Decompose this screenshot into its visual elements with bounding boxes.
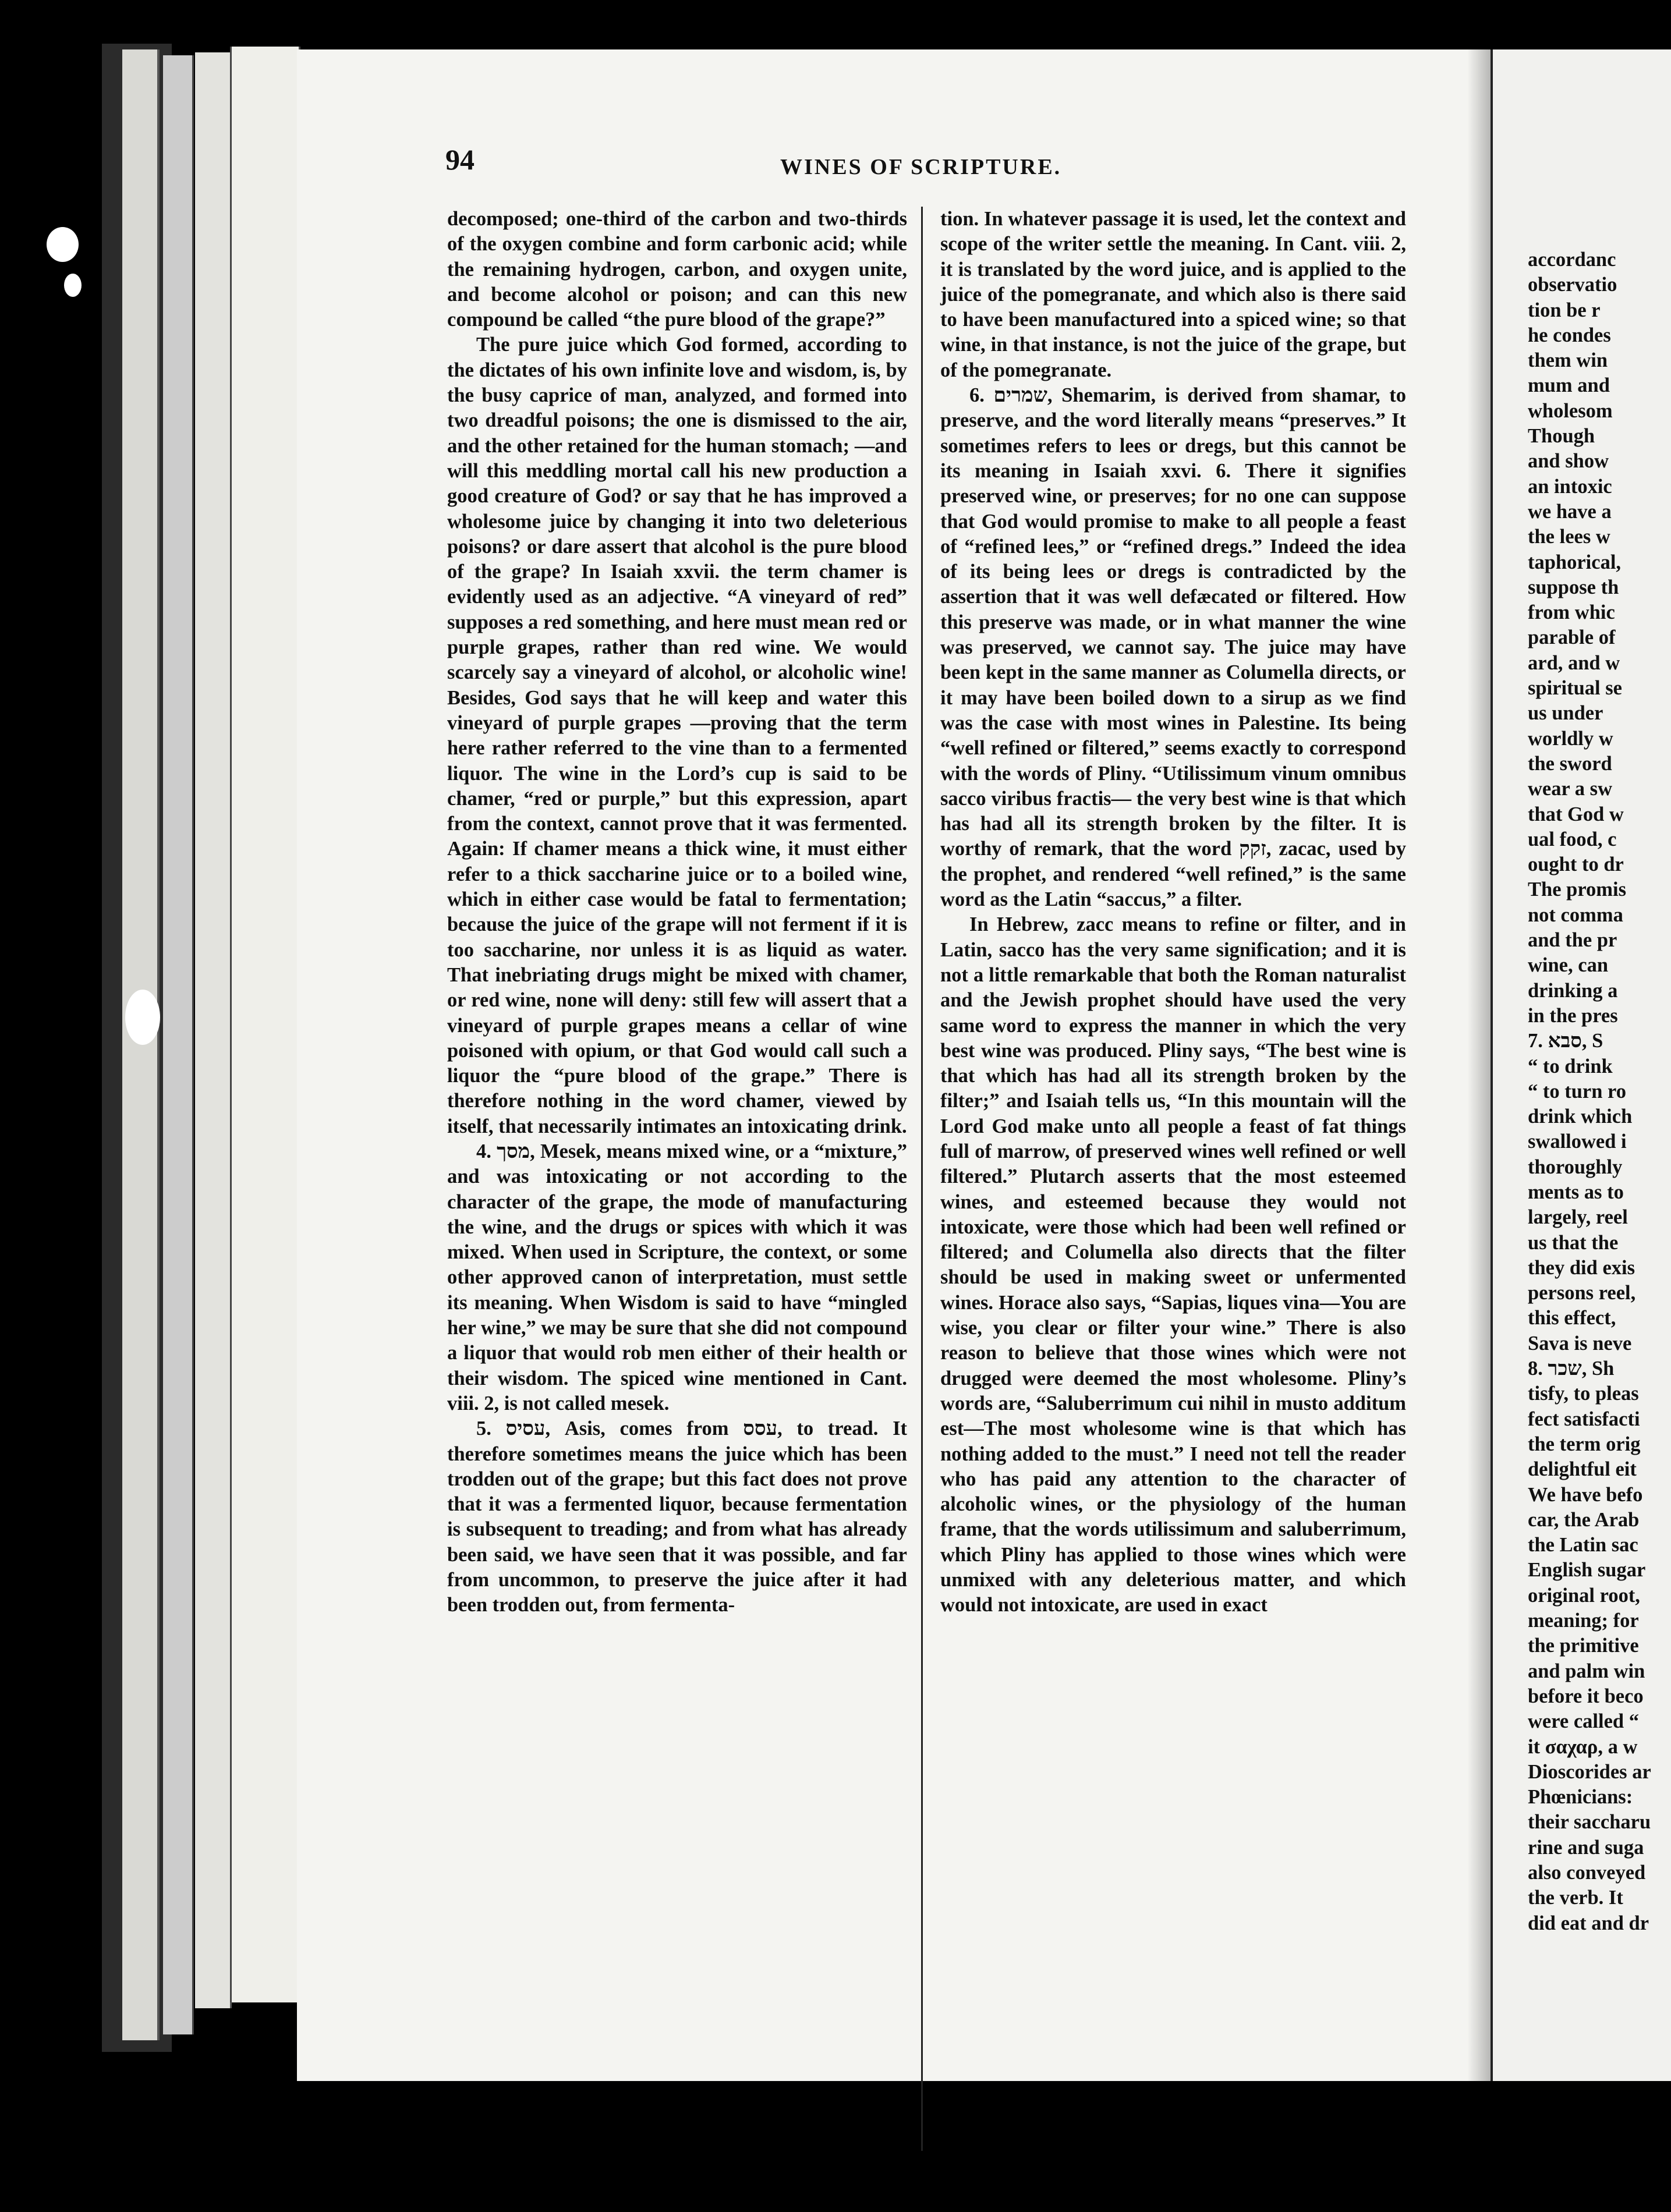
- paragraph-mesek: 4. מסך, Mesek, means mixed wine, or a “mixture,” and was intoxicating or not according to the character of the grape, the mode of manufacturing the wine, and the drugs or spices with which it was mixed. When used in Scripture, the context, or some other approved canon of interpretation, must settle its meaning. When Wisdom is said to have “mingled her wine,” we may be sure that she did not compound a liquor that would rob men either of their health or their wisdom. The spiced wine mentioned in Cant. viii. 2, is not called mesek.: [447, 1140, 907, 1415]
- facing-page-line: suppose th: [1528, 576, 1619, 598]
- facing-page-line: fect satisfacti: [1528, 1408, 1640, 1430]
- facing-page-line: the sword: [1528, 752, 1612, 775]
- facing-page-line: thoroughly: [1528, 1155, 1623, 1178]
- facing-page-line: this effect,: [1528, 1307, 1616, 1330]
- facing-page-line: the lees w: [1528, 526, 1610, 548]
- facing-page-line: observatio: [1528, 274, 1617, 296]
- scan-blemish: [47, 227, 79, 262]
- paragraph-asis: 5. עסיס, Asis, comes from עסס, to tread. It therefore sometimes means the juice which has been trodden out of the grape; but this fact does not prove that it was a fermented liquor, because fermentation is subsequent to treading; and from what has already been said, we have seen that it was possible, and far from uncommon, to preserve the juice after it had been trodden out, from fermenta-: [447, 1417, 907, 1617]
- facing-page-line: accordanc: [1528, 249, 1616, 271]
- facing-page-line: Sava is neve: [1528, 1332, 1632, 1355]
- facing-page-line: persons reel,: [1528, 1282, 1636, 1304]
- facing-page-line: Phœnicians:: [1528, 1786, 1633, 1809]
- paragraph: The pure juice which God formed, according to the dictates of his own infinite love and wisdom, is, by the busy caprice of man, analyzed, and formed into two dreadful poisons; the one is dismissed to the air, and the other retained for the human stomach; —and will this meddling mortal call his new production a good creature of God? or say that he has improved a wholesome juice by changing it into two deleterious poisons? or dare assert that alcohol is the pure blood of the grape? In Isaiah xxvii. the term chamer is evidently used as an adjective. “A vineyard of red” supposes a red something, and here must mean red or purple grapes, rather than red wine. We would scarcely say a vineyard of alcohol, or alcoholic wine! Besides, God says that he will keep and water this vineyard of purple grapes —proving that the term here rather referred to the vine than to a fermented liquor. The wine in the Lord’s cup is said to be chamer, “red or purple,” but this expression, apart from the context, cannot prove that it was fermented. Again: If chamer means a thick wine, it must either refer to a thick saccharine juice or to a boiled wine, which in either case would be fatal to fermentation; because the juice of the grape will not ferment if it is too saccharine, nor unless it is as liquid as water. That inebriating drugs might be mixed with chamer, or red wine, none will deny: still few will assert that a vineyard of purple grapes means a cellar of wine poisoned with opium, or that God would call such a liquor the “pure blood of the grape.” There is therefore nothing in the word chamer, viewed by itself, that necessarily intimates an intoxicating drink.: [447, 334, 907, 1137]
- facing-page-line: largely, reel: [1528, 1206, 1628, 1229]
- facing-page-line: delightful eit: [1528, 1458, 1637, 1481]
- facing-page-line: it σαχαρ, a w: [1528, 1735, 1638, 1758]
- facing-page-line: Though: [1528, 425, 1595, 448]
- facing-page-line: We have befo: [1528, 1483, 1643, 1506]
- facing-page-line: they did exis: [1528, 1256, 1635, 1279]
- facing-page-line: wear a sw: [1528, 778, 1613, 800]
- facing-page-line: were called “: [1528, 1710, 1639, 1733]
- facing-page-line: the Latin sac: [1528, 1534, 1638, 1557]
- facing-page-line: wine, can: [1528, 954, 1608, 977]
- scan-blemish: [64, 274, 82, 297]
- facing-page-line: them win: [1528, 349, 1608, 372]
- facing-page-line: the primitive: [1528, 1635, 1639, 1657]
- facing-page-line: car, the Arab: [1528, 1508, 1640, 1531]
- facing-page: [1491, 49, 1671, 2081]
- page-stack-edge: [195, 52, 232, 2008]
- facing-page-line: us that the: [1528, 1231, 1619, 1254]
- gutter-shadow: [1467, 49, 1491, 2081]
- page-stack-edge: [230, 47, 300, 2002]
- paragraph: In Hebrew, zacc means to refine or filter, and in Latin, sacco has the very same signification; and it is not a little remarkable that both the Roman naturalist and the Jewish prophet should have used the very same word to express the manner in which the very best wine was produced. Pliny says, “The best wine is that which has had all its strength broken by the filter;” and Isaiah tells us, “In this mountain will the Lord God make unto all people a feast of fat things full of marrow, of preserved wines well refined or well filtered.” Plutarch asserts that the most esteemed wines, and esteemed because they would not intoxicate, were those which had been well refined or filtered; and Columella also directs that the filter should be used in making sweet or unfermented wines. Horace also says, “Sapias, liques vina—You are wise, you clear or filter your wine.” There is also reason to believe that those wines which were not drugged were deemed the most wholesome. Pliny’s words are, “Saluberrimum cui nihil in musto additum est—The most wholesome wine is that which has nothing added to the must.” I need not tell the reader who has paid any attention to the character of alcoholic wines, or the physiology of the human frame, that the words utilissimum and saluberrimum, which Pliny has applied to those wines which were unmixed with any deleterious matter, and which would not intoxicate, are used in exact: [940, 913, 1406, 1617]
- paragraph: decomposed; one-third of the carbon and two-thirds of the oxygen combine and form carbonic acid; while the remaining hydrogen, carbon, and oxygen unite, and become alcohol or poison; and can this new compound be called “the pure blood of the grape?”: [447, 208, 907, 331]
- facing-page-line: Dioscorides ar: [1528, 1760, 1651, 1783]
- facing-page-line: original root,: [1528, 1584, 1640, 1607]
- facing-page-line: “ to turn ro: [1528, 1080, 1626, 1103]
- paragraph-shemarim: 6. שמרים, Shemarim, is derived from shamar, to preserve, and the word literally means “preserves.” It sometimes refers to lees or dregs, but this cannot be its meaning in Isaiah xxvi. 6. There it signifies preserved wine, or preserves; for no one can suppose that God would promise to make to all people a feast of “refined lees,” or “refined dregs.” Indeed the idea of its being lees or dregs is contradicted by the assertion that it was well defæcated or filtered. How this preserve was made, or in what manner the wine was preserved, we cannot say. The juice may have been kept in the same manner as Columella directs, or it may have been boiled down to a sirup as we find was the case with most wines in Palestine. Its being “well refined or filtered,” seems exactly to correspond with the words of Pliny. “Utilissimum vinum omnibus sacco viribus fractis— the very best wine is that which has had all its strength broken by the filter. It is worthy of remark, that the word זקק, zacac, used by the prophet, and rendered “well refined,” is the same word as the Latin “saccus,” a filter.: [940, 384, 1406, 911]
- paragraph: tion. In whatever passage it is used, let the context and scope of the writer settle the meaning. In Cant. viii. 2, it is translated by the word juice, and is applied to the juice of the pomegranate, and which also is there said to have been manufactured into a spiced wine; so that wine, in that instance, is not the juice of the grape, but of the pomegranate.: [940, 208, 1406, 381]
- book-page: [297, 49, 1491, 2081]
- page-stack-edge: [122, 49, 160, 2040]
- facing-page-line: worldly w: [1528, 727, 1613, 750]
- facing-page-line: tion be r: [1528, 299, 1601, 321]
- facing-page-line: ments as to: [1528, 1181, 1624, 1203]
- facing-page-line: ought to dr: [1528, 853, 1624, 876]
- running-title: WINES OF SCRIPTURE.: [780, 155, 1062, 179]
- facing-page-line: swallowed i: [1528, 1130, 1627, 1153]
- facing-page-line: he condes: [1528, 324, 1611, 346]
- facing-page-text: [1528, 247, 1671, 1936]
- left-text-column: [447, 207, 907, 1618]
- page-number: 94: [445, 143, 475, 176]
- facing-page-line: drink which: [1528, 1105, 1633, 1128]
- facing-page-line: drinking a: [1528, 979, 1618, 1002]
- scan-blemish: [125, 990, 160, 1045]
- facing-page-line: ual food, c: [1528, 828, 1617, 850]
- facing-page-line: parable of: [1528, 626, 1616, 649]
- facing-page-line: tisfy, to pleas: [1528, 1383, 1639, 1405]
- facing-page-line: rine and suga: [1528, 1836, 1644, 1859]
- facing-page-line: before it beco: [1528, 1685, 1644, 1707]
- facing-page-line: and the pr: [1528, 929, 1617, 952]
- facing-page-line: also conveyed: [1528, 1862, 1646, 1884]
- facing-page-line: taphorical,: [1528, 551, 1622, 573]
- facing-page-line: an intoxic: [1528, 475, 1612, 498]
- facing-page-line: us under: [1528, 702, 1603, 725]
- facing-page-line: the verb. It: [1528, 1887, 1623, 1909]
- facing-page-line: mum and: [1528, 374, 1610, 397]
- facing-page-line: The promis: [1528, 878, 1627, 901]
- facing-page-line: did eat and dr: [1528, 1912, 1649, 1934]
- facing-page-line: the term orig: [1528, 1433, 1641, 1455]
- facing-page-line: 8. שכר, Sh: [1528, 1357, 1615, 1380]
- facing-page-line: not comma: [1528, 903, 1623, 926]
- facing-page-line: spiritual se: [1528, 677, 1622, 700]
- facing-page-line: in the pres: [1528, 1004, 1618, 1027]
- facing-page-line: meaning; for: [1528, 1610, 1639, 1632]
- middle-text-column: [940, 207, 1406, 1618]
- facing-page-line: and show: [1528, 450, 1609, 473]
- page-stack-edge: [163, 55, 194, 2034]
- facing-page-line: from whic: [1528, 601, 1615, 624]
- facing-page-line: and palm win: [1528, 1660, 1645, 1682]
- facing-page-line: ard, and w: [1528, 651, 1620, 674]
- column-divider: [921, 207, 923, 2151]
- facing-page-line: English sugar: [1528, 1559, 1646, 1582]
- facing-page-line: 7. סבא, S: [1528, 1030, 1603, 1052]
- facing-page-line: “ to drink: [1528, 1055, 1613, 1077]
- facing-page-line: that God w: [1528, 803, 1624, 825]
- facing-page-line: wholesom: [1528, 399, 1613, 422]
- facing-page-line: we have a: [1528, 500, 1612, 523]
- facing-page-line: their saccharu: [1528, 1811, 1651, 1834]
